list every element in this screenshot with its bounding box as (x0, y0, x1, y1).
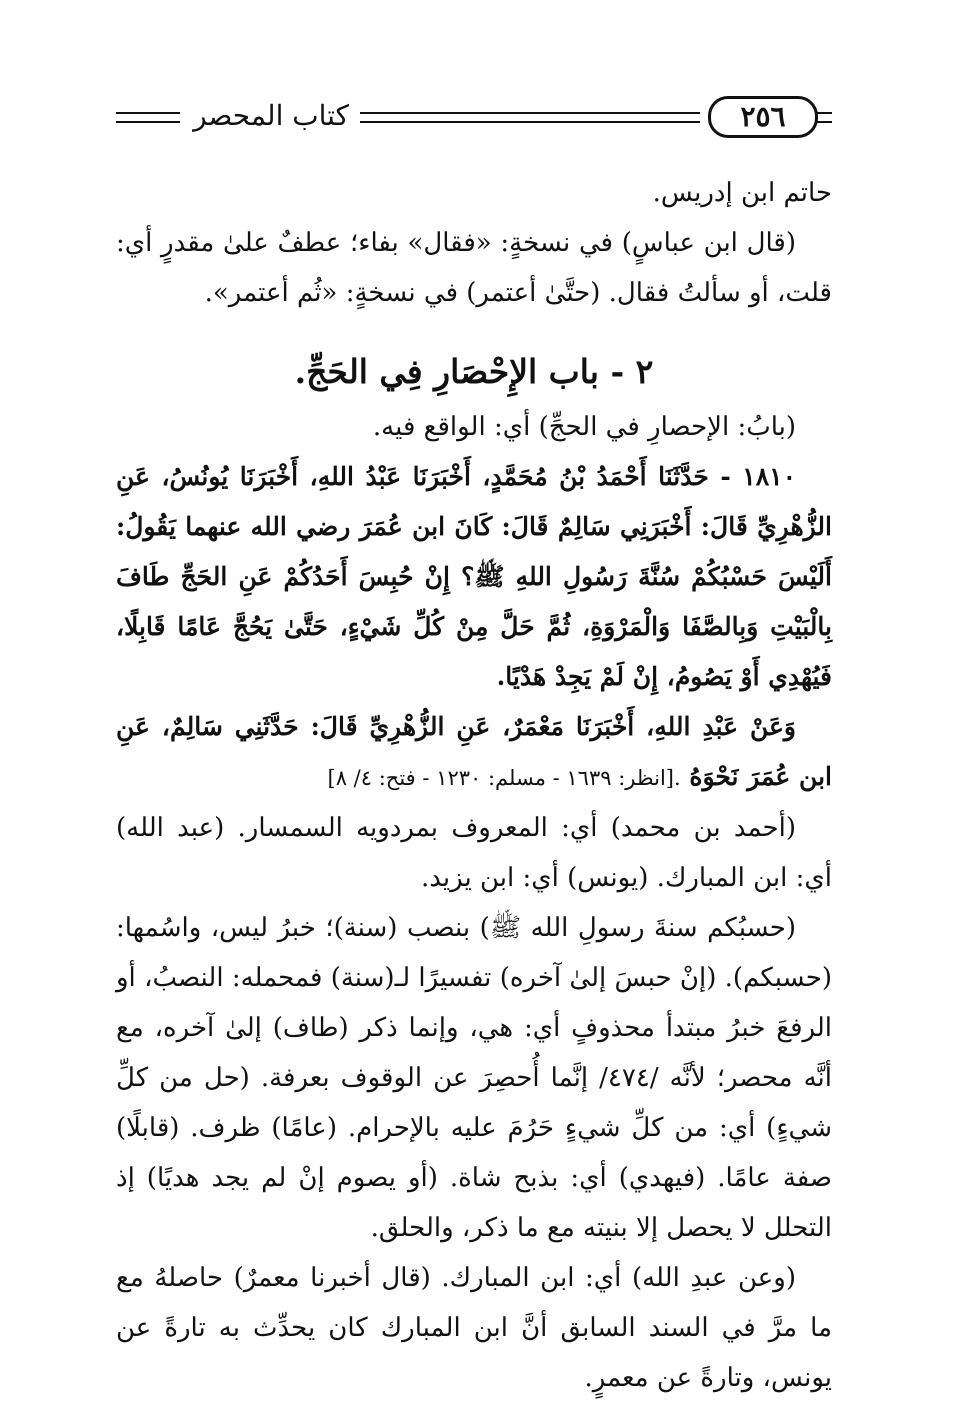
page-body (116, 168, 832, 1403)
chapter-intro: (بابُ: الإحصارِ في الحجِّ) أي: الواقع فيه. (372, 412, 796, 442)
hadith-reference: .[انظر: ١٦٣٩ - مسلم: ١٢٣٠ - فتح: ٤/ ٨] (327, 766, 681, 790)
header-rule-left (116, 112, 180, 123)
section-title: ٢ - باب الإِحْصَارِ فِي الحَجِّ. (294, 352, 654, 391)
paragraph: حاتم ابن إدريس. (652, 178, 832, 208)
paragraph: (قال ابن عباسٍ) في نسخةٍ: «فقال» بفاء؛ عطفٌ علىٰ مقدرٍ أي: قلت، أو سألتُ فقال. (حتَّىٰ أعتمر) في نسخةٍ: «ثُم أعتمر». (116, 228, 832, 308)
hadith-chain (116, 702, 832, 803)
commentary-paragraph: (وعن عبدِ الله) أي: ابن المبارك. (قال أخبرنا معمرٌ) حاصلهُ مع ما مرَّ في السند السابق أنَّ ابن المبارك كان يحدِّث به تارةً عن يونس، وتارةً عن معمرٍ. (116, 1263, 832, 1393)
hadith-chain-text: وَعَنْ عَبْدِ اللهِ، أَخْبَرَنَا مَعْمَرٌ، عَنِ الزُّهْرِيِّ قَالَ: حَدَّثَنِي سَالِمٌ، عَنِ ابن عُمَرَ نَحْوَهُ (116, 712, 832, 791)
commentary-paragraph: (حسبُكم سنةَ رسولِ الله ﷺ) بنصب (سنة)؛ خبرُ ليس، واسُمها: (حسبكم). (إنْ حبسَ إلىٰ آخره) تفسيرًا لـ(سنة) فمحمله: النصبُ، أو الرفعَ خبرُ مبتدأ محذوفٍ أي: هي، وإنما ذكر (طاف) إلىٰ آخره، مع أنَّه محصر؛ لأنَّه /٤٧٤/ إنَّما أُحصِرَ عن الوقوف بعرفة. (حل من كلِّ شيءٍ) أي: من كلِّ شيءٍ حَرُمَ عليه بالإحرام. (عامًا) ظرف. (قابلًا) صفة عامًا. (فيهدي) أي: بذبح شاة. (أو يصوم إنْ لم يجد هديًا) إذ التحلل لا يحصل إلا بنيته مع ما ذكر، والحلق. (116, 913, 833, 1243)
hadith-text: ١٨١٠ - حَدَّثَنَا أَحْمَدُ بْنُ مُحَمَّدٍ، أَخْبَرَنَا عَبْدُ اللهِ، أَخْبَرَنَا يُونُسُ، عَنِ الزُّهْرِيِّ قَالَ: أَخْبَرَنِي سَالِمٌ قَالَ: كَانَ ابن عُمَرَ رضي الله عنهما يَقُولُ: أَلَيْسَ حَسْبُكُمْ سُنَّةَ رَسُولِ اللهِ ﷺ؟ إِنْ حُبِسَ أَحَدُكُمْ عَنِ الحَجِّ طَافَ بِالْبَيْتِ وَبِالصَّفَا وَالْمَرْوَةِ، ثُمَّ حَلَّ مِنْ كُلِّ شَيْءٍ، حَتَّىٰ يَحُجَّ عَامًا قَابِلًا، فَيُهْدِي أَوْ يَصُومُ، إِنْ لَمْ يَجِدْ هَدْيًا. (116, 462, 832, 691)
running-title: كتاب المحصر (193, 99, 349, 132)
page-number: ٢٥٦ (708, 96, 818, 138)
header-rule-middle (360, 112, 700, 123)
page-header (116, 96, 832, 140)
commentary-paragraph: (أحمد بن محمد) أي: المعروف بمردويه السمسار. (عبد الله) أي: ابن المبارك. (يونس) أي: ابن يزيد. (116, 813, 832, 893)
header-rule-right (816, 112, 832, 123)
